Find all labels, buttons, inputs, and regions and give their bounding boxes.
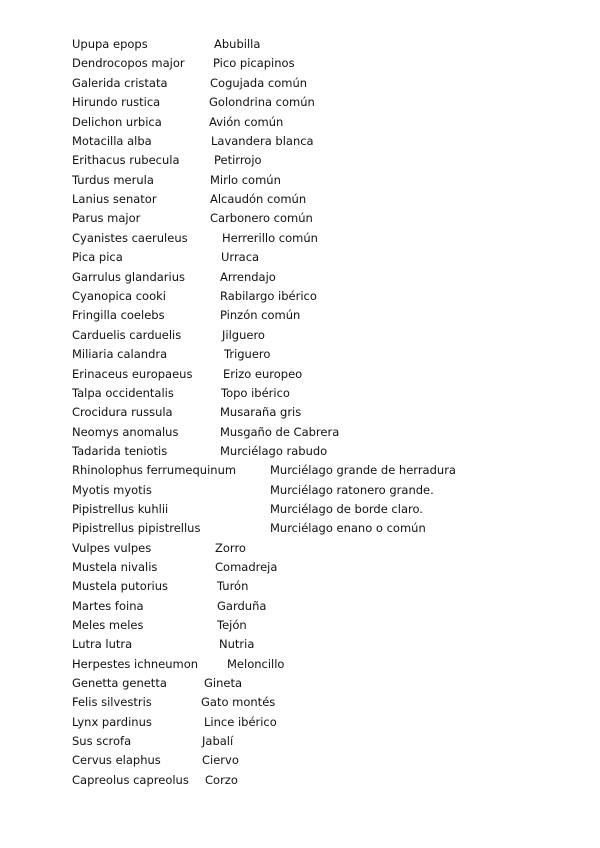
common-name: Mirlo común <box>210 173 281 187</box>
species-row <box>0 655 600 674</box>
common-name: Ciervo <box>202 753 239 767</box>
common-name: Musgaño de Cabrera <box>220 425 340 439</box>
common-name: Meloncillo <box>227 657 285 671</box>
species-row <box>0 35 600 54</box>
species-row <box>0 93 600 112</box>
scientific-name: Neomys anomalus <box>72 425 179 439</box>
scientific-name: Herpestes ichneumon <box>72 657 199 671</box>
common-name: Topo ibérico <box>221 386 290 400</box>
common-name: Murciélago rabudo <box>220 444 328 458</box>
scientific-name: Parus major <box>72 211 141 225</box>
common-name: Abubilla <box>214 37 261 51</box>
scientific-name: Turdus merula <box>72 173 154 187</box>
species-row <box>0 74 600 93</box>
common-name: Gato montés <box>201 695 276 709</box>
scientific-name: Delichon urbica <box>72 115 162 129</box>
common-name: Urraca <box>221 250 260 264</box>
scientific-name: Erinaceus europaeus <box>72 367 193 381</box>
common-name: Pinzón común <box>220 308 301 322</box>
scientific-name: Dendrocopos major <box>72 56 185 70</box>
scientific-name: Cervus elaphus <box>72 753 161 767</box>
scientific-name: Mustela nivalis <box>72 560 158 574</box>
common-name: Golondrina común <box>209 95 315 109</box>
scientific-name: Motacilla alba <box>72 134 152 148</box>
scientific-name: Lutra lutra <box>72 637 133 651</box>
scientific-name: Cyanopica cooki <box>72 289 166 303</box>
species-row <box>0 287 600 306</box>
scientific-name: Lynx pardinus <box>72 715 152 729</box>
scientific-name: Crocidura russula <box>72 405 173 419</box>
common-name: Jabalí <box>202 734 234 748</box>
common-name: Petirrojo <box>214 153 262 167</box>
species-row <box>0 500 600 519</box>
scientific-name: Erithacus rubecula <box>72 153 180 167</box>
species-row <box>0 616 600 635</box>
scientific-name: Pipistrellus pipistrellus <box>72 521 201 535</box>
scientific-name: Pica pica <box>72 250 123 264</box>
scientific-name: Garrulus glandarius <box>72 270 186 284</box>
common-name: Turón <box>217 579 249 593</box>
species-row <box>0 713 600 732</box>
common-name: Garduña <box>217 599 267 613</box>
species-row <box>0 113 600 132</box>
common-name: Avión común <box>209 115 284 129</box>
species-row <box>0 326 600 345</box>
scientific-name: Fringilla coelebs <box>72 308 165 322</box>
common-name: Alcaudón común <box>210 192 307 206</box>
species-row <box>0 54 600 73</box>
species-row <box>0 306 600 325</box>
species-row <box>0 597 600 616</box>
species-row <box>0 635 600 654</box>
species-row <box>0 384 600 403</box>
common-name: Murciélago de borde claro. <box>270 502 423 516</box>
species-row <box>0 481 600 500</box>
scientific-name: Hirundo rustica <box>72 95 161 109</box>
scientific-name: Felis silvestris <box>72 695 152 709</box>
common-name: Nutria <box>219 637 255 651</box>
scientific-name: Pipistrellus kuhlii <box>72 502 169 516</box>
species-row <box>0 539 600 558</box>
scientific-name: Vulpes vulpes <box>72 541 152 555</box>
species-row <box>0 442 600 461</box>
species-row <box>0 519 600 538</box>
common-name: Rabilargo ibérico <box>220 289 317 303</box>
species-row <box>0 771 600 790</box>
species-row <box>0 365 600 384</box>
species-row <box>0 171 600 190</box>
scientific-name: Lanius senator <box>72 192 157 206</box>
species-row <box>0 693 600 712</box>
scientific-name: Tadarida teniotis <box>72 444 168 458</box>
scientific-name: Rhinolophus ferrumequinum <box>72 463 237 477</box>
scientific-name: Mustela putorius <box>72 579 169 593</box>
common-name: Pico picapinos <box>213 56 295 70</box>
common-name: Tejón <box>217 618 247 632</box>
species-row <box>0 461 600 480</box>
species-row <box>0 751 600 770</box>
species-row <box>0 248 600 267</box>
common-name: Lince ibérico <box>204 715 277 729</box>
species-row <box>0 190 600 209</box>
species-row <box>0 151 600 170</box>
common-name: Murciélago grande de herradura <box>270 463 456 477</box>
common-name: Gineta <box>204 676 243 690</box>
scientific-name: Martes foina <box>72 599 144 613</box>
scientific-name: Capreolus capreolus <box>72 773 189 787</box>
common-name: Murciélago ratonero grande. <box>270 483 434 497</box>
common-name: Triguero <box>224 347 271 361</box>
scientific-name: Cyanistes caeruleus <box>72 231 188 245</box>
common-name: Arrendajo <box>220 270 276 284</box>
common-name: Corzo <box>205 773 238 787</box>
common-name: Erizo europeo <box>223 367 303 381</box>
common-name: Musaraña gris <box>220 405 302 419</box>
common-name: Cogujada común <box>210 76 308 90</box>
species-row <box>0 674 600 693</box>
species-row <box>0 577 600 596</box>
common-name: Murciélago enano o común <box>270 521 426 535</box>
common-name: Zorro <box>215 541 246 555</box>
scientific-name: Galerida cristata <box>72 76 168 90</box>
species-row <box>0 209 600 228</box>
species-row <box>0 132 600 151</box>
common-name: Lavandera blanca <box>211 134 314 148</box>
species-row <box>0 403 600 422</box>
scientific-name: Talpa occidentalis <box>72 386 174 400</box>
species-row <box>0 345 600 364</box>
scientific-name: Carduelis carduelis <box>72 328 182 342</box>
common-name: Jilguero <box>222 328 265 342</box>
species-row <box>0 423 600 442</box>
species-row <box>0 558 600 577</box>
common-name: Herrerillo común <box>222 231 318 245</box>
species-row <box>0 268 600 287</box>
species-row <box>0 229 600 248</box>
scientific-name: Genetta genetta <box>72 676 167 690</box>
common-name: Comadreja <box>215 560 278 574</box>
scientific-name: Sus scrofa <box>72 734 132 748</box>
species-row <box>0 732 600 751</box>
common-name: Carbonero común <box>210 211 313 225</box>
scientific-name: Miliaria calandra <box>72 347 168 361</box>
scientific-name: Myotis myotis <box>72 483 152 497</box>
scientific-name: Upupa epops <box>72 37 148 51</box>
scientific-name: Meles meles <box>72 618 144 632</box>
